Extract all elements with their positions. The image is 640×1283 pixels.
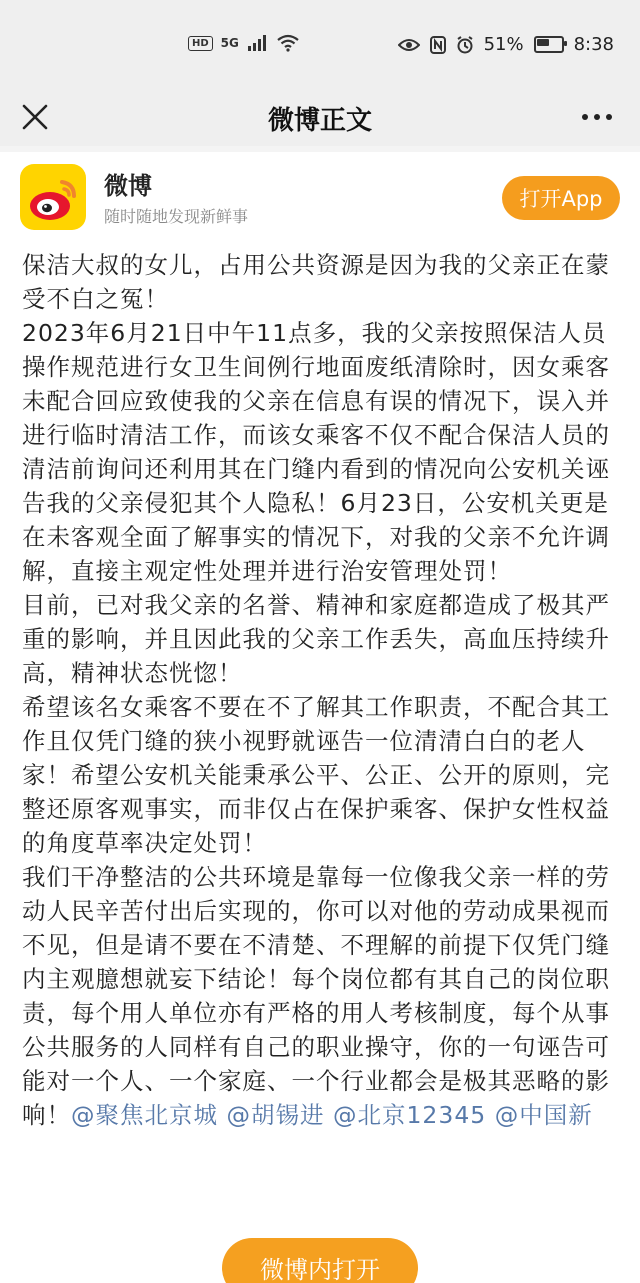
post-paragraph: 保洁大叔的女儿，占用公共资源是因为我的父亲正在蒙受不白之冤！	[22, 251, 610, 313]
battery-icon	[534, 36, 564, 53]
battery-percent: 51%	[483, 34, 524, 55]
app-slogan: 随时随地发现新鲜事	[104, 207, 249, 226]
network-indicators	[188, 34, 299, 52]
alarm-icon	[456, 36, 474, 54]
status-bar	[0, 0, 640, 90]
page-title: 微博正文	[267, 106, 372, 136]
open-in-weibo-button[interactable]: 微博内打开	[222, 1238, 418, 1283]
post-paragraph: 目前，已对我父亲的名誉、精神和家庭都造成了极其严重的影响，并且因此我的父亲工作丢失，高血压持续升高，精神状态恍惚！	[22, 591, 610, 687]
signal-icon	[247, 35, 269, 51]
hd-badge: HD	[188, 36, 213, 51]
nav-bar	[0, 90, 640, 146]
network-type: 5G	[220, 36, 239, 50]
app-promo-bar	[0, 152, 640, 238]
wifi-icon	[277, 34, 299, 52]
mention-link[interactable]: @胡锡进	[226, 1101, 325, 1129]
mention-link[interactable]: @北京12345	[332, 1101, 487, 1129]
more-menu-icon[interactable]	[582, 102, 612, 132]
mention-link[interactable]: @中国新	[494, 1101, 593, 1129]
nfc-icon	[430, 36, 446, 54]
clock: 8:38	[573, 34, 614, 55]
eye-icon	[398, 38, 420, 52]
post-paragraph: 2023年6月21日中午11点多，我的父亲按照保洁人员操作规范进行女卫生间例行地面废纸清除时，因女乘客未配合回应致使我的父亲在信息有误的情况下，误入并进行临时清洁工作，而该女乘客不仅不配合保洁人员的清洁前询问还利用其在门缝内看到的情况向公安机关诬告我的父亲侵犯其个人隐私！6月23日，公安机关更是在未客观全面了解事实的情况下，对我的父亲不允许调解，直接主观定性处理并进行治安管理处罚！	[22, 319, 610, 585]
post-content	[0, 238, 640, 1283]
weibo-logo-icon	[20, 164, 86, 230]
post-body	[22, 248, 622, 1132]
status-right	[398, 34, 614, 55]
post-paragraph: 希望该名女乘客不要在不了解其工作职责，不配合其工作且仅凭门缝的狭小视野就诬告一位清清白白的老人家！希望公安机关能秉承公平、公正、公开的原则，完整还原客观事实，而非仅占在保护乘客、保护女性权益的角度草率决定处罚！	[22, 693, 610, 857]
open-app-button[interactable]: 打开App	[502, 176, 620, 220]
app-name: 微博	[104, 172, 152, 200]
post-paragraph-text: 我们干净整洁的公共环境是靠每一位像我父亲一样的劳动人民辛苦付出后实现的，你可以对他的劳动成果视而不见，但是请不要在不清楚、不理解的前提下仅凭门缝内主观臆想就妄下结论！每个岗位都有其自己的岗位职责，每个用人单位亦有严格的用人考核制度，每个从事公共服务的人同样有自己的职业操守，你的一句诬告可能对一个人、一个家庭、一个行业都会是极其恶略的影响！	[22, 863, 610, 1129]
post-paragraph	[22, 860, 622, 1132]
mention-link[interactable]: @聚焦北京城	[71, 1101, 218, 1129]
